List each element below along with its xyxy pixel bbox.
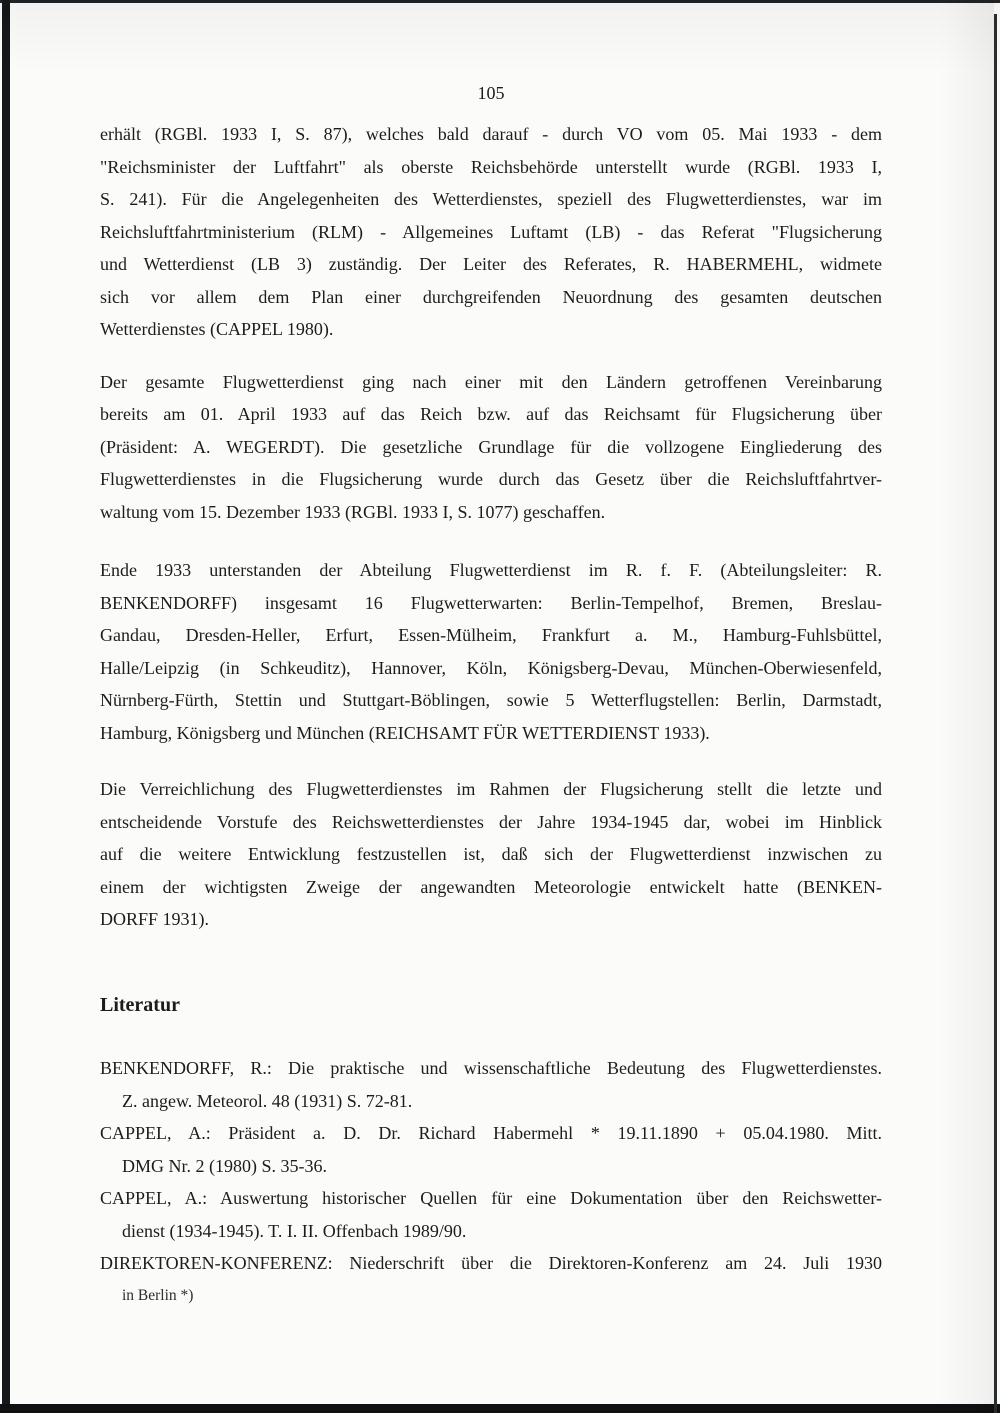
scan-border-left	[2, 0, 10, 1413]
paragraph	[100, 554, 882, 749]
literature-entry	[100, 1117, 882, 1182]
literature-heading: Literatur	[100, 994, 180, 1016]
scan-border-bottom	[0, 1404, 1000, 1413]
entry-first-line: DIREKTOREN-KONFERENZ: Niederschrift über die Direktoren-Konferenz am 24. Juli 1930	[100, 1253, 882, 1273]
literature-entry	[100, 1182, 882, 1247]
text-line: bereits am 01. April 1933 auf das Reich bzw. auf das Reichsamt für Flugsicherung über	[100, 404, 882, 424]
text-line: Reichsluftfahrtministerium (RLM) - Allgemeines Luftamt (LB) - das Referat "Flugsicherung	[100, 221, 882, 242]
text-line: BENKENDORFF) insgesamt 16 Flugwetterwarten: Berlin-Tempelhof, Bremen, Breslau-	[100, 592, 882, 613]
text-line: Ende 1933 unterstanden der Abteilung Flugwetterdienst im R. f. F. (Abteilungsleiter: R.	[100, 560, 882, 580]
paragraph	[100, 366, 882, 529]
literature-entry	[100, 1247, 882, 1312]
entry-continuation-line: in Berlin *)	[122, 1286, 194, 1304]
text-line: DORFF 1931).	[100, 909, 210, 929]
entry-first-line: CAPPEL, A.: Auswertung historischer Quellen für eine Dokumentation über den Reichswetter-	[100, 1188, 882, 1208]
text-line: und Wetterdienst (LB 3) zuständig. Der Leiter des Referates, R. HABERMEHL, widmete	[100, 254, 882, 274]
text-line: Nürnberg-Fürth, Stettin und Stuttgart-Böblingen, sowie 5 Wetterflugstellen: Berlin, Darmstadt,	[100, 690, 882, 710]
text-line: Die Verreichlichung des Flugwetterdienstes im Rahmen der Flugsicherung stellt die letzte und	[100, 779, 882, 799]
text-line: auf die weitere Entwicklung festzustellen ist, daß sich der Flugwetterdienst inzwischen zu	[100, 844, 882, 864]
entry-continuation-line: dienst (1934-1945). T. I. II. Offenbach 1989/90.	[122, 1220, 467, 1241]
text-line: sich vor allem dem Plan einer durchgreifenden Neuordnung des gesamten deutschen	[100, 286, 882, 307]
text-line: erhält (RGBl. 1933 I, S. 87), welches bald darauf - durch VO vom 05. Mai 1933 - dem	[100, 124, 882, 144]
scan-shadow-right	[939, 0, 994, 1413]
text-line: (Präsident: A. WEGERDT). Die gesetzliche Grundlage für die vollzogene Eingliederung des	[100, 436, 882, 457]
text-line: einem der wichtigsten Zweige der angewandten Meteorologie entwickelt hatte (BENKEN-	[100, 876, 882, 897]
entry-first-line: BENKENDORFF, R.: Die praktische und wissenschaftliche Bedeutung des Flugwetterdienstes.	[100, 1058, 882, 1078]
text-line: waltung vom 15. Dezember 1933 (RGBl. 1933 I, S. 1077) geschaffen.	[100, 501, 606, 522]
text-line: Halle/Leipzig (in Schkeuditz), Hannover, Köln, Königsberg-Devau, München-Oberwiesenfeld,	[100, 657, 882, 678]
paragraph	[100, 773, 882, 936]
page-number: 105	[477, 83, 505, 103]
entry-continuation-line: Z. angew. Meteorol. 48 (1931) S. 72-81.	[122, 1090, 413, 1111]
text-line: Hamburg, Königsberg und München (REICHSAMT FÜR WETTERDIENST 1933).	[100, 722, 710, 743]
text-line: S. 241). Für die Angelegenheiten des Wetterdienstes, speziell des Flugwetterdienstes, war im	[100, 189, 882, 209]
scan-border-top	[0, 0, 1000, 3]
text-line: entscheidende Vorstufe des Reichswetterdienstes der Jahre 1934-1945 dar, wobei im Hinblick	[100, 811, 882, 832]
paragraph	[100, 118, 882, 346]
entry-continuation-line: DMG Nr. 2 (1980) S. 35-36.	[122, 1155, 327, 1176]
text-line: Der gesamte Flugwetterdienst ging nach einer mit den Ländern getroffenen Vereinbarung	[100, 371, 882, 392]
text-line: Gandau, Dresden-Heller, Erfurt, Essen-Mülheim, Frankfurt a. M., Hamburg-Fuhlsbüttel,	[100, 625, 882, 645]
literature-entries	[100, 1052, 882, 1312]
entry-first-line: CAPPEL, A.: Präsident a. D. Dr. Richard Habermehl * 19.11.1890 + 05.04.1980. Mitt.	[100, 1123, 882, 1143]
text-line: Flugwetterdienstes in die Flugsicherung wurde durch das Gesetz über die Reichsluftfahrtver-	[100, 469, 882, 489]
text-line: Wetterdienstes (CAPPEL 1980).	[100, 319, 334, 339]
literature-entry	[100, 1052, 882, 1117]
scan-border-right	[994, 14, 997, 1413]
scan-shadow-top	[0, 3, 1000, 73]
text-line: "Reichsminister der Luftfahrt" als oberste Reichsbehörde unterstellt wurde (RGBl. 1933 I,	[100, 156, 882, 177]
body-paragraphs	[100, 118, 882, 936]
